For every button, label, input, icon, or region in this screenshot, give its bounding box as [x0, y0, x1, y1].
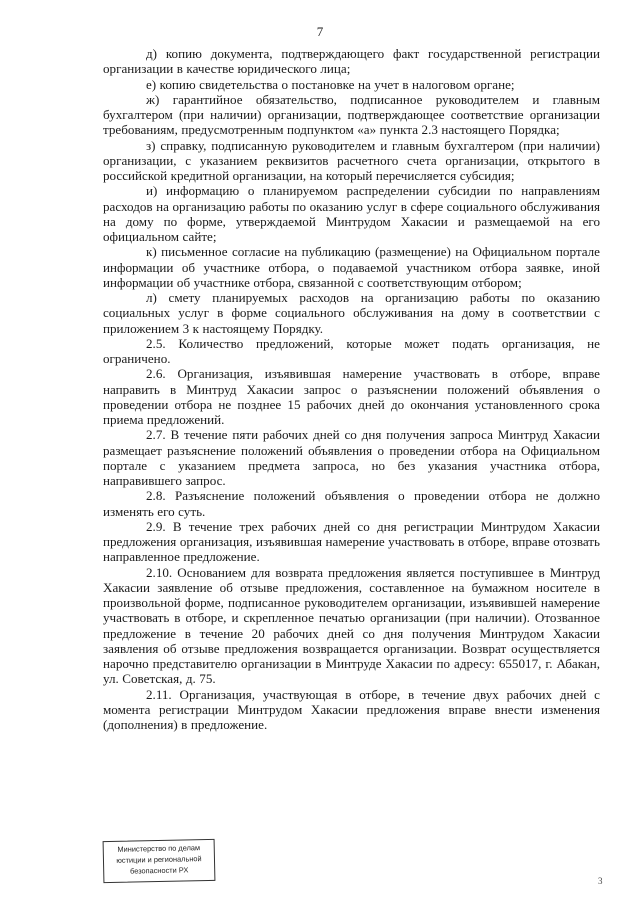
paragraph-l: л) смету планируемых расходов на организацию работы по оказанию социальных услуг в форме социального обслуживания на дому в соответствии с приложением 3 к настоящему Порядку. — [103, 290, 600, 336]
stamp-line-3: безопасности РХ — [129, 865, 189, 876]
clause-2-6: 2.6. Организация, изъявившая намерение участвовать в отборе, вправе направить в Минтруд Хакасии запрос о разъяснении положений объявления о проведении отбора не позднее 15 рабочих дней до окончания установленного срока приема предложений. — [103, 366, 600, 427]
clause-2-5: 2.5. Количество предложений, которые может подать организация, не ограничено. — [103, 335, 600, 366]
paragraph-i: и) информацию о планируемом распределении субсидии по направлениям расходов на организацию работы по оказанию услуг в сфере социального обслуживания на дому по форме, утверждаемой Минтрудом Хакасии и размещаемой на его официальном сайте; — [103, 183, 600, 244]
clause-2-10: 2.10. Основанием для возврата предложения является поступившее в Минтруд Хакасии заявление об отзыве предложения, составленное на бумажном носителе в произвольной форме, подписанное руководителем организации, изъявившей намерение участвовать в отборе, и скрепленное печатью организации (при наличии). Отозванное предложение в течение 20 рабочих дней со дня получения Минтрудом Хакасии заявления об отзыве предложения возвращается организации. Возврат осуществляется нарочно представителю организации в Минтруде Хакасии по адресу: 655017, г. Абакан, ул. Советская, д. 75. — [103, 564, 600, 687]
paragraph-z: з) справку, подписанную руководителем и главным бухгалтером (при наличии) организации, с указанием реквизитов расчетного счета организации, открытого в российской кредитной организации, на который перечисляется субсидия; — [103, 137, 600, 183]
clause-2-7: 2.7. В течение пяти рабочих дней со дня получения запроса Минтруд Хакасии размещает разъяснение положений объявления о проведении отбора на Официальном портале с указанием предмета запроса, но без указания участника отбора, направившего запрос. — [103, 427, 600, 488]
clause-2-9: 2.9. В течение трех рабочих дней со дня регистрации Минтрудом Хакасии предложения организация, изъявившая намерение участвовать в отборе, вправе отозвать направленное предложение. — [103, 518, 600, 565]
stamp-line-2: юстиции и региональной — [116, 854, 202, 865]
paragraph-k: к) письменное согласие на публикацию (размещение) на Официальном портале информации об участнике отбора, о подаваемой участником отбора заявке, иной информации об участнике отбора, связанной с соответствующим отбором; — [103, 244, 600, 290]
document-body — [103, 46, 600, 732]
clause-2-11: 2.11. Организация, участвующая в отборе, в течение двух рабочих дней с момента регистрации Минтрудом Хакасии предложения вправе внести изменения (дополнения) в предложение. — [103, 686, 600, 732]
paragraph-zh: ж) гарантийное обязательство, подписанное руководителем и главным бухгалтером (при наличии) организации, подтверждающее соответствие организации требованиям, предусмотренным подпунктом «а» пункта 2.3 настоящего Порядка; — [103, 91, 600, 138]
paragraph-e: е) копию свидетельства о постановке на учет в налоговом органе; — [146, 76, 515, 92]
paragraph-d: д) копию документа, подтверждающего факт государственной регистрации организации в качестве юридического лица; — [103, 46, 600, 77]
stamp-line-1: Министерство по делам — [117, 843, 201, 854]
corner-mark: 3 — [598, 876, 603, 886]
page-number: 7 — [316, 24, 324, 39]
registration-stamp — [103, 839, 216, 883]
clause-2-8: 2.8. Разъяснение положений объявления о проведении отбора не должно изменять его суть. — [103, 488, 600, 519]
